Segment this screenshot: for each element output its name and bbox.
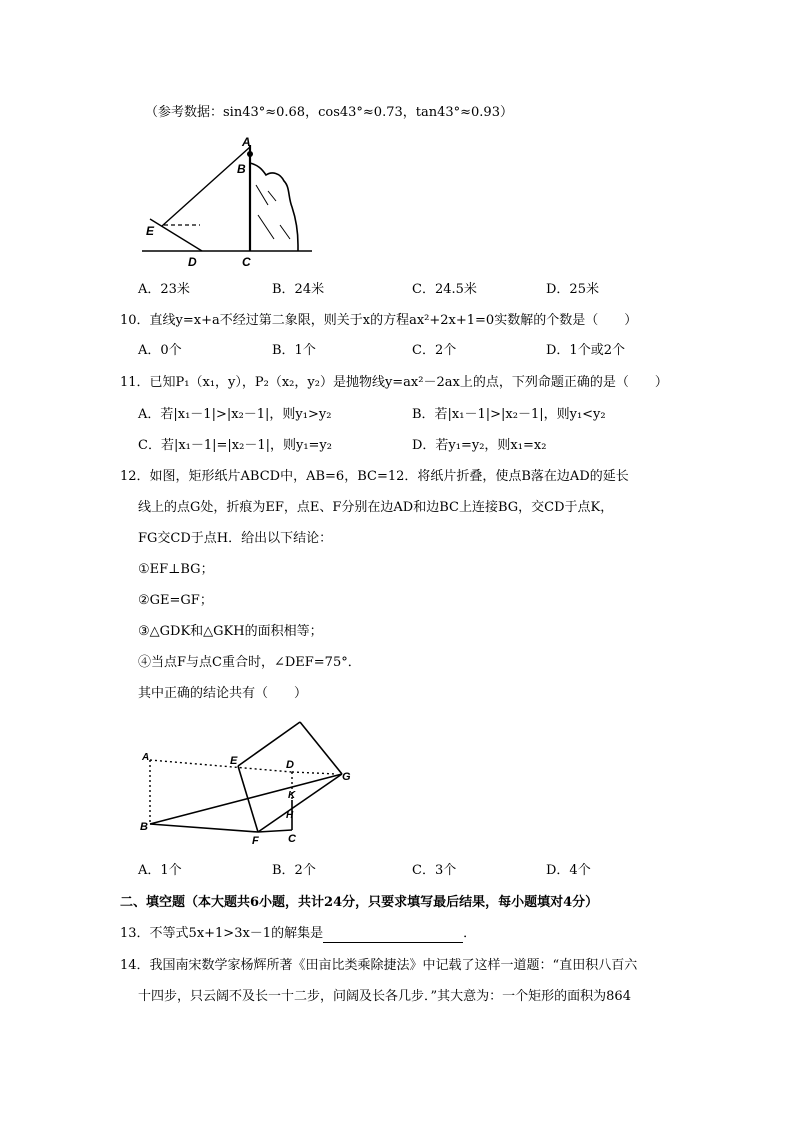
q12-option-c[interactable]: C．3个 bbox=[412, 863, 457, 878]
q12-conclusion-4: ④当点F与点C重合时，∠DEF=75°． bbox=[138, 655, 361, 670]
q9-option-b[interactable]: B．24米 bbox=[272, 282, 325, 297]
label-B: B bbox=[237, 162, 246, 176]
q10-stem: 10．直线y=x+a不经过第二象限，则关于x的方程ax²+2x+1=0实数解的个数是（ ） bbox=[120, 313, 638, 328]
label-B: B bbox=[140, 821, 148, 833]
q13-end: ． bbox=[463, 926, 477, 941]
label-E: E bbox=[230, 755, 238, 767]
q9-option-a[interactable]: A．23米 bbox=[138, 282, 190, 297]
label-C: C bbox=[288, 833, 296, 845]
q12-line1: 12．如图，矩形纸片ABCD中，AB=6，BC=12．将纸片折叠，使点B落在边AD的延长 bbox=[120, 469, 629, 484]
q9-figure bbox=[140, 135, 320, 274]
q12-option-d[interactable]: D．4个 bbox=[546, 863, 591, 878]
q11-option-c[interactable]: C．若|x₁－1|=|x₂－1|，则y₁=y₂ bbox=[138, 438, 332, 453]
q14-line1: 14．我国南宋数学家杨辉所著《田亩比类乘除捷法》中记载了这样一道题：“直田积八百六 bbox=[120, 958, 638, 973]
reference-data: （参考数据：sin43°≈0.68，cos43°≈0.73，tan43°≈0.93） bbox=[145, 105, 513, 120]
label-E: E bbox=[146, 224, 155, 238]
label-C: C bbox=[242, 255, 251, 269]
q11-option-b[interactable]: B．若|x₁－1|>|x₂－1|，则y₁<y₂ bbox=[412, 407, 606, 422]
q13 bbox=[120, 925, 476, 943]
section-2-heading: 二、填空题（本大题共6小题，共计24分，只要求填写最后结果，每小题填对4分） bbox=[120, 895, 599, 910]
q12-conclusion-1: ①EF⊥BG； bbox=[138, 562, 214, 577]
q12-option-b[interactable]: B．2个 bbox=[272, 863, 316, 878]
q12-line2: 线上的点G处，折痕为EF，点E、F分别在边AD和边BC上连接BG，交CD于点K， bbox=[138, 500, 614, 515]
q14-line2: 十四步，只云阔不及长一十二步，问阔及长各几步．”其大意为：一个矩形的面积为864 bbox=[138, 989, 631, 1004]
q12-option-a[interactable]: A．1个 bbox=[138, 863, 182, 878]
label-A: A bbox=[242, 135, 251, 149]
label-F: F bbox=[252, 835, 259, 846]
q11-option-d[interactable]: D．若y₁=y₂，则x₁=x₂ bbox=[412, 438, 547, 453]
q13-stem: 13．不等式5x+1>3x－1的解集是 bbox=[120, 926, 324, 941]
label-D: D bbox=[188, 255, 197, 269]
q12-question: 其中正确的结论共有（ ） bbox=[138, 686, 308, 701]
q10-option-c[interactable]: C．2个 bbox=[412, 343, 457, 358]
q12-figure bbox=[138, 716, 358, 850]
q12-conclusion-2: ②GE=GF； bbox=[138, 593, 213, 608]
q10-option-b[interactable]: B．1个 bbox=[272, 343, 316, 358]
q11-stem: 11．已知P₁（x₁，y），P₂（x₂，y₂）是抛物线y=ax²－2ax上的点，下列命题正确的是（ ） bbox=[120, 375, 668, 390]
q9-option-c[interactable]: C．24.5米 bbox=[412, 282, 477, 297]
q13-answer-blank[interactable] bbox=[323, 928, 463, 943]
label-D: D bbox=[286, 759, 294, 771]
label-K: K bbox=[288, 790, 296, 801]
label-A: A bbox=[142, 752, 150, 763]
q9-option-d[interactable]: D．25米 bbox=[546, 282, 599, 297]
q10-option-d[interactable]: D．1个或2个 bbox=[546, 343, 625, 358]
q11-option-a[interactable]: A．若|x₁－1|>|x₂－1|，则y₁>y₂ bbox=[138, 407, 332, 422]
q12-line3: FG交CD于点H．给出以下结论： bbox=[138, 531, 333, 546]
q12-conclusion-3: ③△GDK和△GKH的面积相等； bbox=[138, 624, 323, 639]
q10-option-a[interactable]: A．0个 bbox=[138, 343, 182, 358]
label-H: H bbox=[286, 810, 294, 821]
label-G: G bbox=[342, 771, 351, 783]
